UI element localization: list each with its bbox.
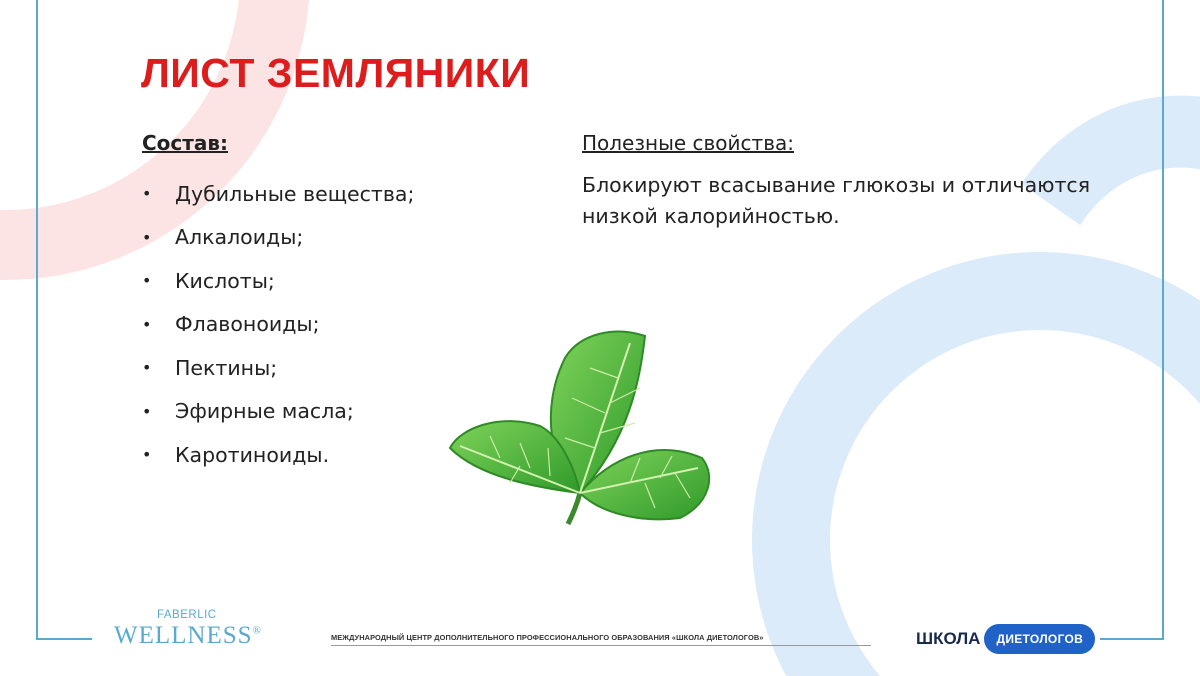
bullet-icon: • [142,401,152,421]
list-item [142,303,414,347]
school-logo-pill: ДИЕТОЛОГОВ [984,624,1095,654]
list-item [142,216,414,260]
list-item [142,390,414,434]
footer-divider [331,645,871,646]
composition-heading: Состав: [142,131,229,155]
list-item-text: Флавоноиды; [175,312,320,337]
list-item [142,259,414,303]
list-item-text: Кислоты; [175,268,275,293]
wellness-logo-text: WELLNESS [114,622,253,649]
frame-line-bottom-right [1100,638,1164,640]
frame-line-bottom-left [36,638,92,640]
faberlic-logo: FABERLIC [157,609,217,621]
bullet-icon: • [142,358,152,378]
bullet-icon: • [142,445,152,465]
list-item-text: Дубильные вещества; [175,181,415,206]
school-logo [916,624,1095,654]
registered-mark: ® [252,624,262,637]
bullet-icon: • [142,227,152,247]
list-item [142,172,414,216]
bullet-icon: • [142,184,152,204]
footer-center-text: МЕЖДУНАРОДНЫЙ ЦЕНТР ДОПОЛНИТЕЛЬНОГО ПРОФЕССИОНАЛЬНОГО ОБРАЗОВАНИЯ «ШКОЛА ДИЕТОЛОГОВ» [331,633,764,642]
bullet-icon: • [142,271,152,291]
list-item [142,346,414,390]
frame-line-left [36,0,38,640]
list-item-text: Алкалоиды; [175,225,304,250]
properties-heading: Полезные свойства: [582,131,794,155]
slide-title: ЛИСТ ЗЕМЛЯНИКИ [141,50,531,96]
list-item [142,433,414,477]
strawberry-leaf-icon [440,318,730,533]
bullet-icon: • [142,314,152,334]
frame-line-right [1162,0,1164,640]
wellness-logo [114,622,262,650]
school-logo-left: ШКОЛА [916,629,981,648]
list-item-text: Пектины; [175,355,278,380]
list-item-text: Каротиноиды. [175,442,330,467]
composition-list [142,172,414,477]
list-item-text: Эфирные масла; [175,399,354,424]
properties-text: Блокируют всасывание глюкозы и отличаются низкой калорийностью. [582,173,1091,228]
